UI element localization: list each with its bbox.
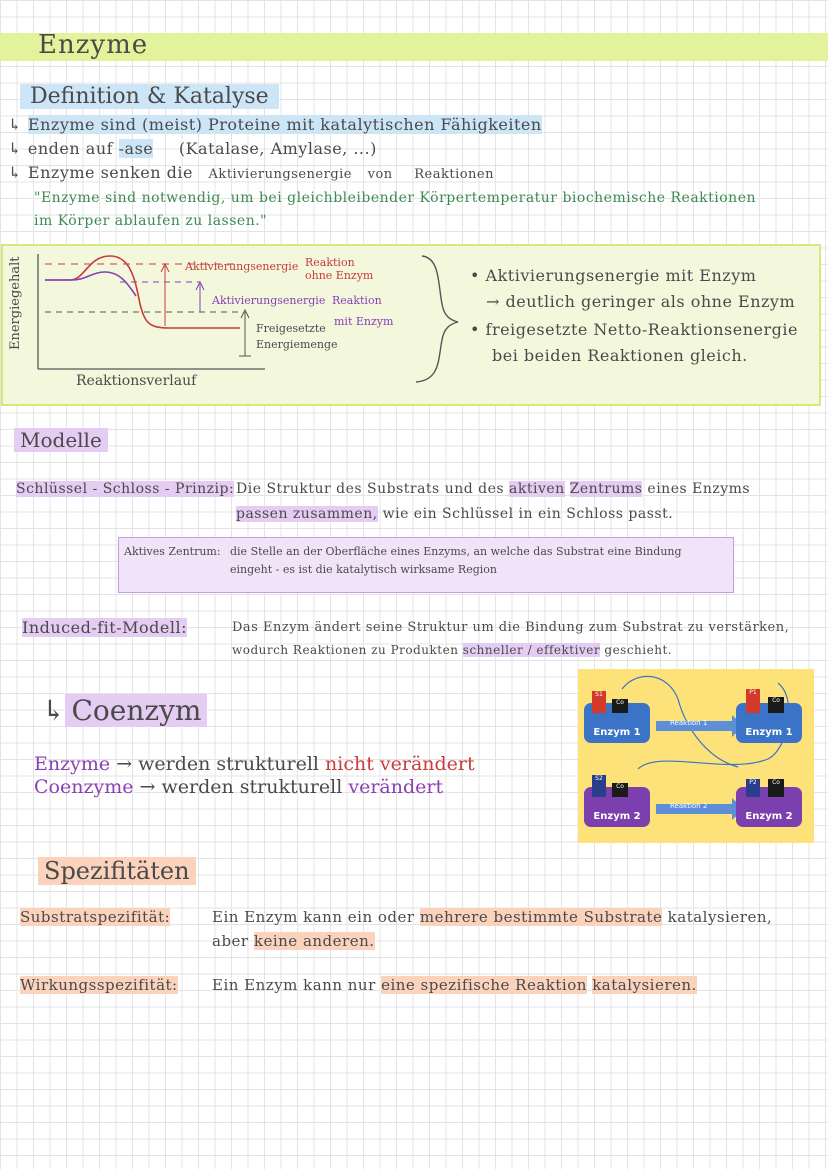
substrate-line-2-a: aber xyxy=(212,932,249,950)
label-free-energy-2: Energiemenge xyxy=(256,338,338,351)
enzyme-1-left: Enzym 1 xyxy=(584,703,650,743)
arrow-right-icon: → xyxy=(116,753,133,775)
induced-fit-term-text: Induced-fit-Modell: xyxy=(22,618,187,637)
bullet-1-text: Enzyme sind (meist) Proteine mit katalytischen Fähigkeiten xyxy=(27,115,542,134)
induced-line-2-c: geschieht. xyxy=(604,643,673,657)
bullet-dot: • xyxy=(470,320,480,339)
substrate-specificity-line-1 xyxy=(212,908,772,926)
arrow-right-icon: → xyxy=(486,292,500,311)
bullet-2-suffix: -ase xyxy=(118,139,154,158)
active-center-term: Aktives Zentrum: xyxy=(124,545,221,558)
coenzym-line-1 xyxy=(34,753,475,775)
page-title: Enzyme xyxy=(38,30,149,60)
section-heading-models: Modelle xyxy=(14,428,108,452)
graph-note-3-text: freigesetzte Netto-Reaktionsenergie xyxy=(485,320,798,339)
enzyme-1-right: Enzym 1 xyxy=(736,703,802,743)
curve-with-enzyme xyxy=(45,272,136,296)
arrow-icon: ↳ xyxy=(8,163,22,182)
coenzym-line-1-c: nicht verändert xyxy=(325,753,475,775)
label-activation-with: Aktivierungsenergie xyxy=(212,294,326,307)
substrate-line-1-c: katalysieren, xyxy=(667,908,773,926)
active-center-line-2: eingeht - es ist die katalytisch wirksame Region xyxy=(230,563,497,576)
substrate-line-1-a: Ein Enzym kann ein oder xyxy=(212,908,415,926)
induced-line-2-a: wodurch Reaktionen zu Produkten xyxy=(232,643,459,657)
bullet-3-b: Aktivierungsenergie xyxy=(208,167,352,182)
graph-note-1 xyxy=(470,266,756,285)
lock-line-2-b: wie ein Schlüssel in ein Schloss passt. xyxy=(382,506,674,522)
bullet-2-examples: (Katalase, Amylase, ...) xyxy=(178,139,377,158)
lock-line-1-c: Zentrums xyxy=(569,481,643,497)
coenzym-line-2-b: werden strukturell xyxy=(161,776,343,798)
bullet-3-d: Reaktionen xyxy=(414,167,494,182)
definition-quote-line-1: "Enzyme sind notwendig, um bei gleichbleibender Körpertemperatur biochemische Reaktionen xyxy=(34,190,757,206)
graph-note-2 xyxy=(486,292,795,311)
lock-line-2-a: passen zusammen, xyxy=(236,506,378,522)
coenzym-heading-row xyxy=(42,694,207,727)
coenzym-line-1-b: werden strukturell xyxy=(138,753,319,775)
arrow-icon: ↳ xyxy=(8,139,22,158)
lock-key-line-2 xyxy=(236,506,673,522)
product-p1: P1 xyxy=(746,689,760,713)
coenzyme-co-2: Co xyxy=(768,697,784,713)
graph-note-1-text: Aktivierungsenergie mit Enzym xyxy=(485,266,757,285)
graph-ylabel: Energiegehalt xyxy=(8,256,23,350)
section-heading-definition: Definition & Katalyse xyxy=(20,84,279,109)
lock-key-line-1 xyxy=(236,481,750,497)
coenzym-line-2 xyxy=(34,776,443,798)
brace xyxy=(416,256,458,382)
induced-fit-term xyxy=(22,618,187,637)
induced-fit-line-2 xyxy=(232,643,672,657)
label-without-enzyme: ohne Enzym xyxy=(305,269,374,282)
graph-note-4: bei beiden Reaktionen gleich. xyxy=(492,346,748,365)
arrow-right-icon: → xyxy=(139,776,156,798)
coenzym-line-2-c: verändert xyxy=(348,776,444,798)
coenzym-line-2-a: Coenzyme xyxy=(34,776,134,798)
arrow-icon: ↳ xyxy=(8,115,22,134)
lock-line-1-d: eines Enzyms xyxy=(647,481,751,497)
section-heading-specificity: Spezifitäten xyxy=(38,857,196,885)
induced-fit-line-1: Das Enzym ändert seine Struktur um die Bindung zum Substrat zu verstärken, xyxy=(232,620,790,635)
effect-line-c: katalysieren. xyxy=(592,976,697,994)
substrate-line-2-b: keine anderen. xyxy=(253,932,375,950)
label-reaction-without: Reaktion xyxy=(305,256,355,269)
label-reaction-with: Reaktion xyxy=(332,294,382,307)
label-free-energy-1: Freigesetzte xyxy=(256,322,326,335)
effect-term-text: Wirkungsspezifität: xyxy=(20,976,178,994)
graph-note-3 xyxy=(470,320,798,339)
lock-line-1-a: Die Struktur des Substrats und des xyxy=(236,481,505,497)
substrate-s1: S1 xyxy=(592,691,606,713)
enzyme-2-left: Enzym 2 xyxy=(584,787,650,827)
effect-line-a: Ein Enzym kann nur xyxy=(212,976,376,994)
bullet-dot: • xyxy=(470,266,480,285)
reaction-1-label: Reaktion 1 xyxy=(670,719,708,727)
label-with-enzyme: mit Enzym xyxy=(334,315,394,328)
reaction-2-label: Reaktion 2 xyxy=(670,802,708,810)
enzyme-2-right: Enzym 2 xyxy=(736,787,802,827)
product-p2: P2 xyxy=(746,779,760,797)
effect-line-b: eine spezifische Reaktion xyxy=(381,976,587,994)
bullet-3-a: Enzyme senken die xyxy=(27,163,193,182)
effect-specificity-term xyxy=(20,976,178,994)
graph-note-2-text: deutlich geringer als ohne Enzym xyxy=(505,292,796,311)
effect-specificity-line xyxy=(212,976,697,994)
lock-key-term xyxy=(16,481,234,497)
definition-bullet-2 xyxy=(8,139,377,158)
substrate-specificity-line-2 xyxy=(212,932,375,950)
coenzyme-figure xyxy=(578,669,814,843)
definition-quote-line-2: im Körper ablaufen zu lassen." xyxy=(34,213,268,229)
bullet-3-c: von xyxy=(367,167,393,182)
section-heading-coenzym: Coenzym xyxy=(65,694,207,727)
graph-xlabel: Reaktionsverlauf xyxy=(76,373,197,389)
definition-bullet-3 xyxy=(8,163,494,182)
arrow-icon: ↳ xyxy=(42,694,66,727)
lock-line-1-b: aktiven xyxy=(509,481,565,497)
substrate-specificity-term xyxy=(20,908,170,926)
coenzyme-co-3: Co xyxy=(612,783,628,797)
bullet-2-prefix: enden auf xyxy=(27,139,114,158)
label-activation-without: Aktivierungsenergie xyxy=(185,260,299,273)
coenzyme-co-1: Co xyxy=(612,699,628,713)
induced-line-2-b: schneller / effektiver xyxy=(462,643,601,657)
substrate-term-text: Substratspezifität: xyxy=(20,908,171,926)
substrate-line-1-b: mehrere bestimmte Substrate xyxy=(419,908,663,926)
lock-key-term-text: Schlüssel - Schloss - Prinzip: xyxy=(16,481,235,497)
coenzym-line-1-a: Enzyme xyxy=(34,753,111,775)
definition-bullet-1 xyxy=(8,115,542,134)
coenzyme-co-4: Co xyxy=(768,779,784,797)
substrate-s2: S2 xyxy=(592,775,606,797)
active-center-line-1: die Stelle an der Oberfläche eines Enzyms, an welche das Substrat eine Bindung xyxy=(230,545,682,558)
